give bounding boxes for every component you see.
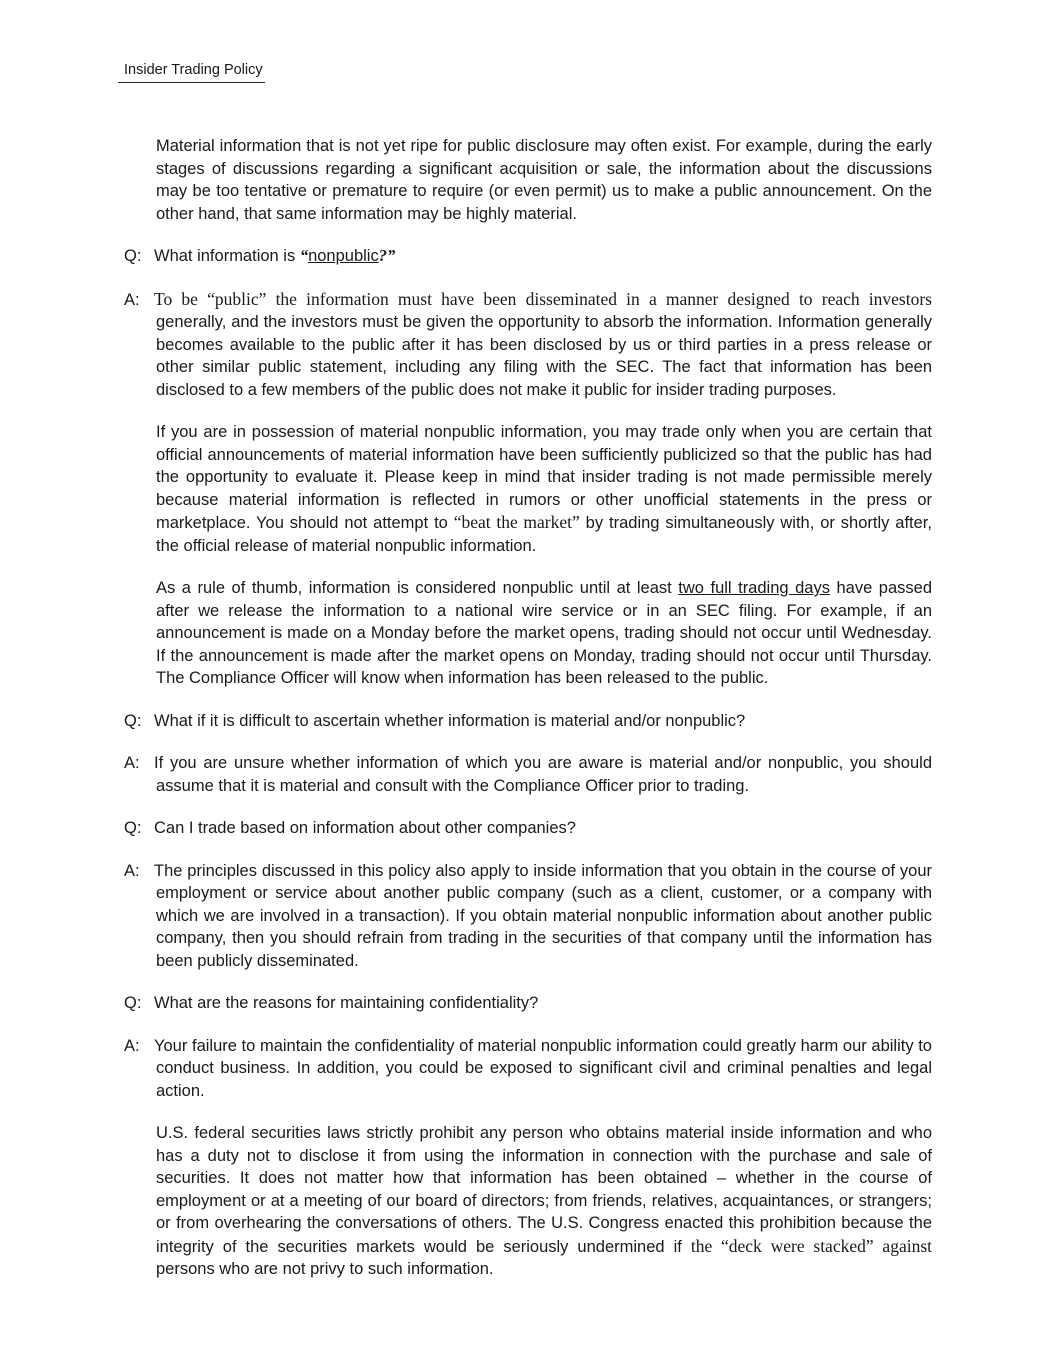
question-tag: Q: xyxy=(124,711,142,730)
question-nonpublic xyxy=(124,245,932,268)
answer-tag: A: xyxy=(124,290,140,309)
question-tag: Q: xyxy=(124,994,142,1012)
question-tag: Q: xyxy=(124,819,142,837)
document-body xyxy=(124,135,932,1301)
paragraph-text: If you are in possession of material nonpublic information, you may trade only when you are certain that official announcements of material information have been sufficiently publicized so that the public has had the opportunity to evaluate it. Please keep in mind that insider trading is not made permissible merely because material information is reflected in rumors or other unofficial statements in the press or marketplace. You should not attempt to xyxy=(156,423,932,532)
answer-text: If you are unsure whether information of which you are aware is material and/or nonpublic, you should assume that it is material and consult with the Compliance Officer prior to trading. xyxy=(154,754,932,795)
answer-tag: A: xyxy=(124,754,140,772)
answer-serif-text: To be “public” the information must have been disseminated in a manner designed to reach investors xyxy=(154,288,932,309)
deck-were-stacked-quote: the “deck were stacked” against xyxy=(690,1235,932,1256)
answer-text: generally, and the investors must be given the opportunity to absorb the information. Information generally becomes available to the public after it has been disclosed by us or third parties in a press release or other similar public statement, including any filing with the SEC. The fact that information has been disclosed to a few members of the public does not make it public for insider trading purposes. xyxy=(156,313,932,399)
answer-text: Your failure to maintain the confidentiality of material nonpublic information could greatly harm our ability to conduct business. In addition, you could be exposed to significant civil and criminal penalties and legal action. xyxy=(154,1036,932,1100)
paragraph-text-end: by trading simultaneously with, or shortly after, the official release of material nonpublic information. xyxy=(156,514,932,555)
answer-confidentiality xyxy=(124,1035,932,1103)
answer-unsure xyxy=(124,752,932,797)
page-header: Insider Trading Policy xyxy=(118,60,265,83)
paragraph-text: As a rule of thumb, information is considered nonpublic until at least xyxy=(156,579,679,597)
answer-tag: A: xyxy=(124,1036,140,1055)
paragraph-text: U.S. federal securities laws strictly prohibit any person who obtains material inside information and who has a duty not to disclose it from using the information in connection with the purchase and sale of securities. It does not matter how that information has been obtained – whether in the course of employment or at a meeting of our board of directors; from friends, relatives, acquaintances, or strangers; or from overhearing the conversations of others. The U.S. Congress enacted this prohibition because the integrity of the securities markets would be seriously undermined if xyxy=(156,1124,932,1256)
question-other-companies xyxy=(124,817,932,840)
nonpublic-term: nonpublic xyxy=(308,247,379,265)
beat-the-market-quote: “beat the market” xyxy=(453,512,580,532)
answer-tag: A: xyxy=(124,861,140,880)
close-quote: ?” xyxy=(378,246,396,265)
question-difficult xyxy=(124,710,932,733)
paragraph-rule-of-thumb xyxy=(124,577,932,690)
paragraph-text-end: have passed after we release the information to a national wire service or in an SEC filing. For example, if an announcement is made on a Monday before the market opens, trading should not occur until Wednesday. If the announcement is made after the market opens on Monday, trading should not occur until Thursday. The Compliance Officer will know when information has been released to the public. xyxy=(156,579,932,687)
answer-public-definition xyxy=(124,288,932,402)
paragraph-ripe-information: Material information that is not yet ripe for public disclosure may often exist. For example, during the early stages of discussions regarding a significant acquisition or sale, the information about the discussions may be too tentative or premature to require (or even permit) us to make a public announcement. On the other hand, that same information may be highly material. xyxy=(156,137,932,223)
question-text: What information is xyxy=(154,247,300,265)
answer-text: The principles discussed in this policy also apply to inside information that you obtain in the course of your employment or service about another public company (such as a client, customer, or a company with which we are involved in a transaction). If you obtain material nonpublic information about another public company, then you should refrain from trading in the securities of that company until the information has been publicly disseminated. xyxy=(154,861,932,970)
open-quote: “ xyxy=(299,246,309,265)
question-text: What are the reasons for maintaining confidentiality? xyxy=(154,994,539,1012)
paragraph-text-end: persons who are not privy to such information. xyxy=(156,1260,494,1278)
paragraph-securities-laws xyxy=(124,1122,932,1281)
question-text: Can I trade based on information about other companies? xyxy=(154,819,576,837)
two-full-trading-days: two full trading days xyxy=(678,579,830,597)
answer-other-companies xyxy=(124,860,932,973)
question-confidentiality xyxy=(124,992,932,1015)
question-tag: Q: xyxy=(124,247,142,265)
paragraph-possession xyxy=(124,421,932,557)
question-text: What if it is difficult to ascertain whether information is material and/or nonpublic? xyxy=(154,711,746,730)
